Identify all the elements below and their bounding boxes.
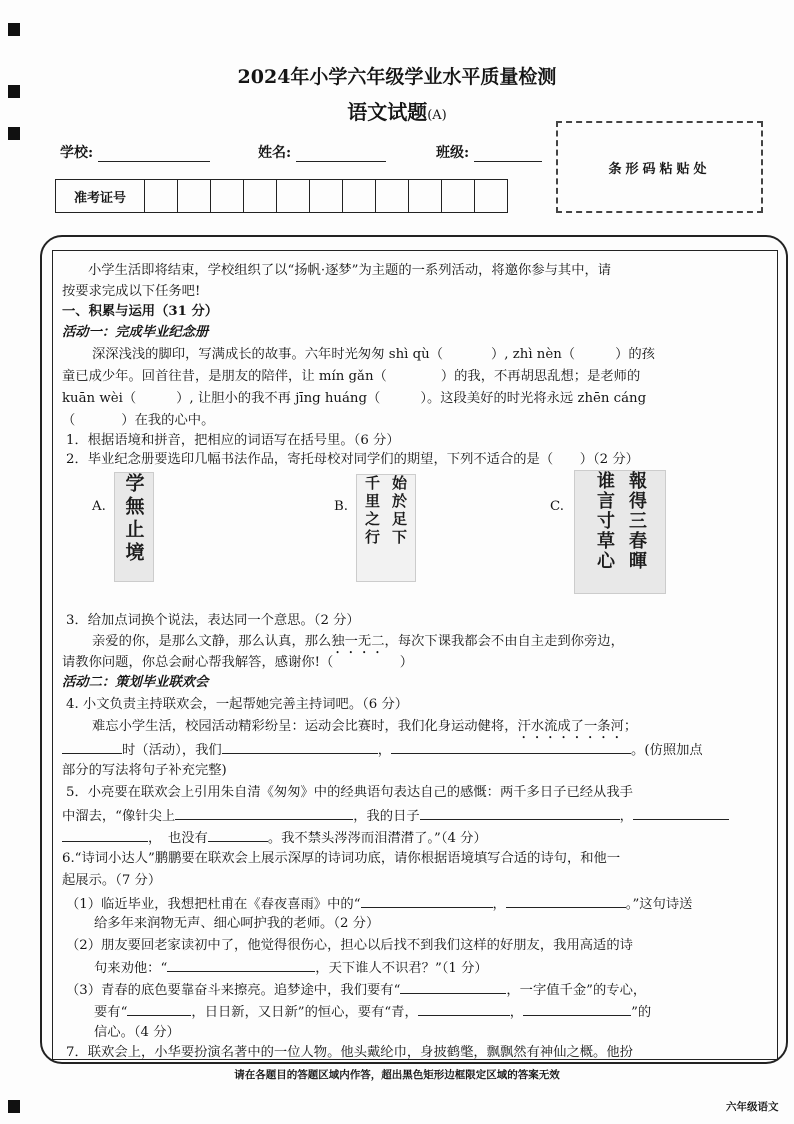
footer-subject: 六年级语文 — [726, 1101, 779, 1113]
question-5-text: ， 也没有 。我不禁头涔涔而泪潸潸了。”（4 分） — [62, 828, 794, 847]
answer-blank[interactable] — [506, 894, 626, 908]
question-5: 5．小亮要在联欢会上引用朱自清《匆匆》中的经典语句表达自己的感慨：两千多日子已经从我手 — [66, 785, 633, 800]
question-6-3: （3）青春的底色要靠奋斗来擦亮。追梦途中，我们要有“ ，一字值千金”的专心， — [66, 980, 794, 999]
intro-line: 小学生活即将结束，学校组织了以“扬帆·逐梦”为主题的一系列活动，将邀你参与其中，请 — [88, 263, 612, 278]
exam-id-cell[interactable] — [409, 180, 442, 212]
school-field: 学校: — [60, 142, 210, 162]
exam-id-cell[interactable] — [178, 180, 211, 212]
binding-mark — [8, 1100, 20, 1113]
answer-blank[interactable] — [208, 828, 268, 842]
option-a-label[interactable]: A. — [92, 499, 106, 514]
binding-mark — [8, 23, 20, 36]
calligraphy-c — [574, 470, 666, 594]
exam-id-grid — [55, 179, 508, 213]
intro-line: 按要求完成以下任务吧! — [62, 284, 201, 299]
answer-blank[interactable] — [62, 828, 148, 842]
calligraphy-a-text: 学無止境 — [122, 473, 145, 565]
question-2: 2．毕业纪念册要选印几幅书法作品，寄托母校对同学们的期望，下列不适合的是（ ）（2 分） — [66, 452, 639, 467]
question-3-text: 请教你问题，你总会耐心帮我解答，感谢你!（ ） — [62, 655, 414, 670]
exam-subtitle: 语文试题(A) — [347, 100, 447, 124]
exam-id-label: 准考证号 — [56, 180, 145, 212]
question-6: 6.“诗词小达人”鹏鹏要在联欢会上展示深厚的诗词功底，请你根据语境填写合适的诗句，和他一 — [62, 851, 621, 866]
calligraphy-b-col1: 千里之行 — [363, 475, 381, 547]
question-6-1: （1）临近毕业，我想把杜甫在《春夜喜雨》中的“ ， 。”这句诗送 — [66, 894, 794, 913]
question-6-1: 给多年来润物无声、细心呵护我的老师。（2 分） — [94, 916, 380, 931]
question-5-text: 中溜去，“像针尖上 ，我的日子 ， — [62, 806, 794, 825]
exam-id-cell[interactable] — [211, 180, 244, 212]
class-field: 班级: — [436, 142, 542, 162]
class-blank[interactable] — [474, 147, 542, 162]
name-field: 姓名: — [258, 142, 386, 162]
answer-blank[interactable] — [391, 740, 631, 754]
question-6: 起展示。（7 分） — [62, 873, 162, 888]
question-6-3: 要有“ ，日日新，又日新”的恒心，要有“青， ， ”的 — [94, 1002, 794, 1021]
question-6-3: 信心。（4 分） — [94, 1025, 180, 1040]
option-b-label[interactable]: B. — [334, 499, 348, 514]
answer-blank[interactable] — [62, 740, 122, 754]
question-4-text: 部分的写法将句子补充完整) — [62, 763, 227, 778]
name-blank[interactable] — [296, 147, 386, 162]
calligraphy-a — [114, 472, 154, 582]
calligraphy-c-col2: 報得三春暉 — [626, 471, 647, 571]
activity-heading: 活动一：完成毕业纪念册 — [62, 325, 209, 340]
question-4-text: 时（活动），我们 ， 。(仿照加点 — [62, 740, 794, 759]
question-6-2: （2）朋友要回老家读初中了，他觉得很伤心，担心以后找不到我们这样的好朋友，我用高适的诗 — [66, 938, 633, 953]
calligraphy-b-col2: 始於足下 — [390, 475, 408, 547]
answer-blank[interactable] — [420, 806, 620, 820]
exam-id-cell[interactable] — [145, 180, 178, 212]
activity-heading: 活动二：策划毕业联欢会 — [62, 675, 209, 690]
answer-blank[interactable] — [127, 1002, 191, 1016]
calligraphy-b — [356, 474, 416, 582]
school-blank[interactable] — [98, 147, 210, 162]
exam-id-cell[interactable] — [376, 180, 409, 212]
question-6-2: 句来劝他：“ ，天下谁人不识君？”（1 分） — [94, 958, 794, 977]
question-4-text: 难忘小学生活，校园活动精彩纷呈：运动会比赛时，我们化身运动健将，汗水流成了一条河； — [92, 719, 638, 734]
exam-id-cell[interactable] — [244, 180, 277, 212]
calligraphy-c-col1: 谁言寸草心 — [594, 471, 615, 571]
exam-title: 2024年小学六年级学业水平质量检测 — [237, 66, 557, 88]
section-heading: 一、积累与运用（31 分） — [62, 304, 219, 319]
question-7: 7．联欢会上，小华要扮演名著中的一位人物。他头戴纶巾，身披鹤氅，飘飘然有神仙之概。他扮 — [66, 1045, 633, 1060]
question-3: 3．给加点词换个说法，表达同一个意思。（2 分） — [66, 613, 360, 628]
answer-blank[interactable] — [400, 980, 506, 994]
answer-blank[interactable] — [222, 740, 378, 754]
answer-blank[interactable] — [633, 806, 729, 820]
answer-blank[interactable] — [361, 894, 493, 908]
answer-blank[interactable] — [418, 1002, 510, 1016]
passage-line: （ ）在我的心中。 — [62, 413, 215, 428]
option-c-label[interactable]: C. — [550, 499, 564, 514]
question-4: 4. 小文负责主持联欢会，一起帮她完善主持词吧。（6 分） — [66, 697, 409, 712]
question-3-text: 亲爱的你，是那么文静，那么认真，那么独一无二，每次下课我都会不由自主走到你旁边， — [92, 634, 624, 649]
exam-id-cell[interactable] — [442, 180, 475, 212]
answer-blank[interactable] — [175, 806, 353, 820]
barcode-area: 条形码粘贴处 — [556, 121, 763, 213]
answer-blank[interactable] — [523, 1002, 631, 1016]
binding-mark — [8, 127, 20, 140]
footer-notice: 请在各题目的答题区域内作答，超出黑色矩形边框限定区域的答案无效 — [234, 1069, 560, 1081]
answer-blank[interactable] — [167, 958, 315, 972]
passage-line: kuān wèi（ ）, 让胆小的我不再 jīng huáng（ ）。这段美好的时光将永远 zhēn cáng — [62, 391, 647, 406]
exam-id-cell[interactable] — [475, 180, 507, 212]
passage-line: 童已成少年。回首往昔，是朋友的陪伴，让 mín gǎn（ ）的我，不再胡思乱想；是老师的 — [62, 369, 641, 384]
question-1: 1．根据语境和拼音，把相应的词语写在括号里。（6 分） — [66, 433, 400, 448]
exam-id-cell[interactable] — [277, 180, 310, 212]
passage-line: 深深浅浅的脚印，写满成长的故事。六年时光匆匆 shì qù（ ）, zhì nèn（ ）的孩 — [92, 347, 655, 362]
exam-id-cell[interactable] — [310, 180, 343, 212]
exam-id-cell[interactable] — [343, 180, 376, 212]
